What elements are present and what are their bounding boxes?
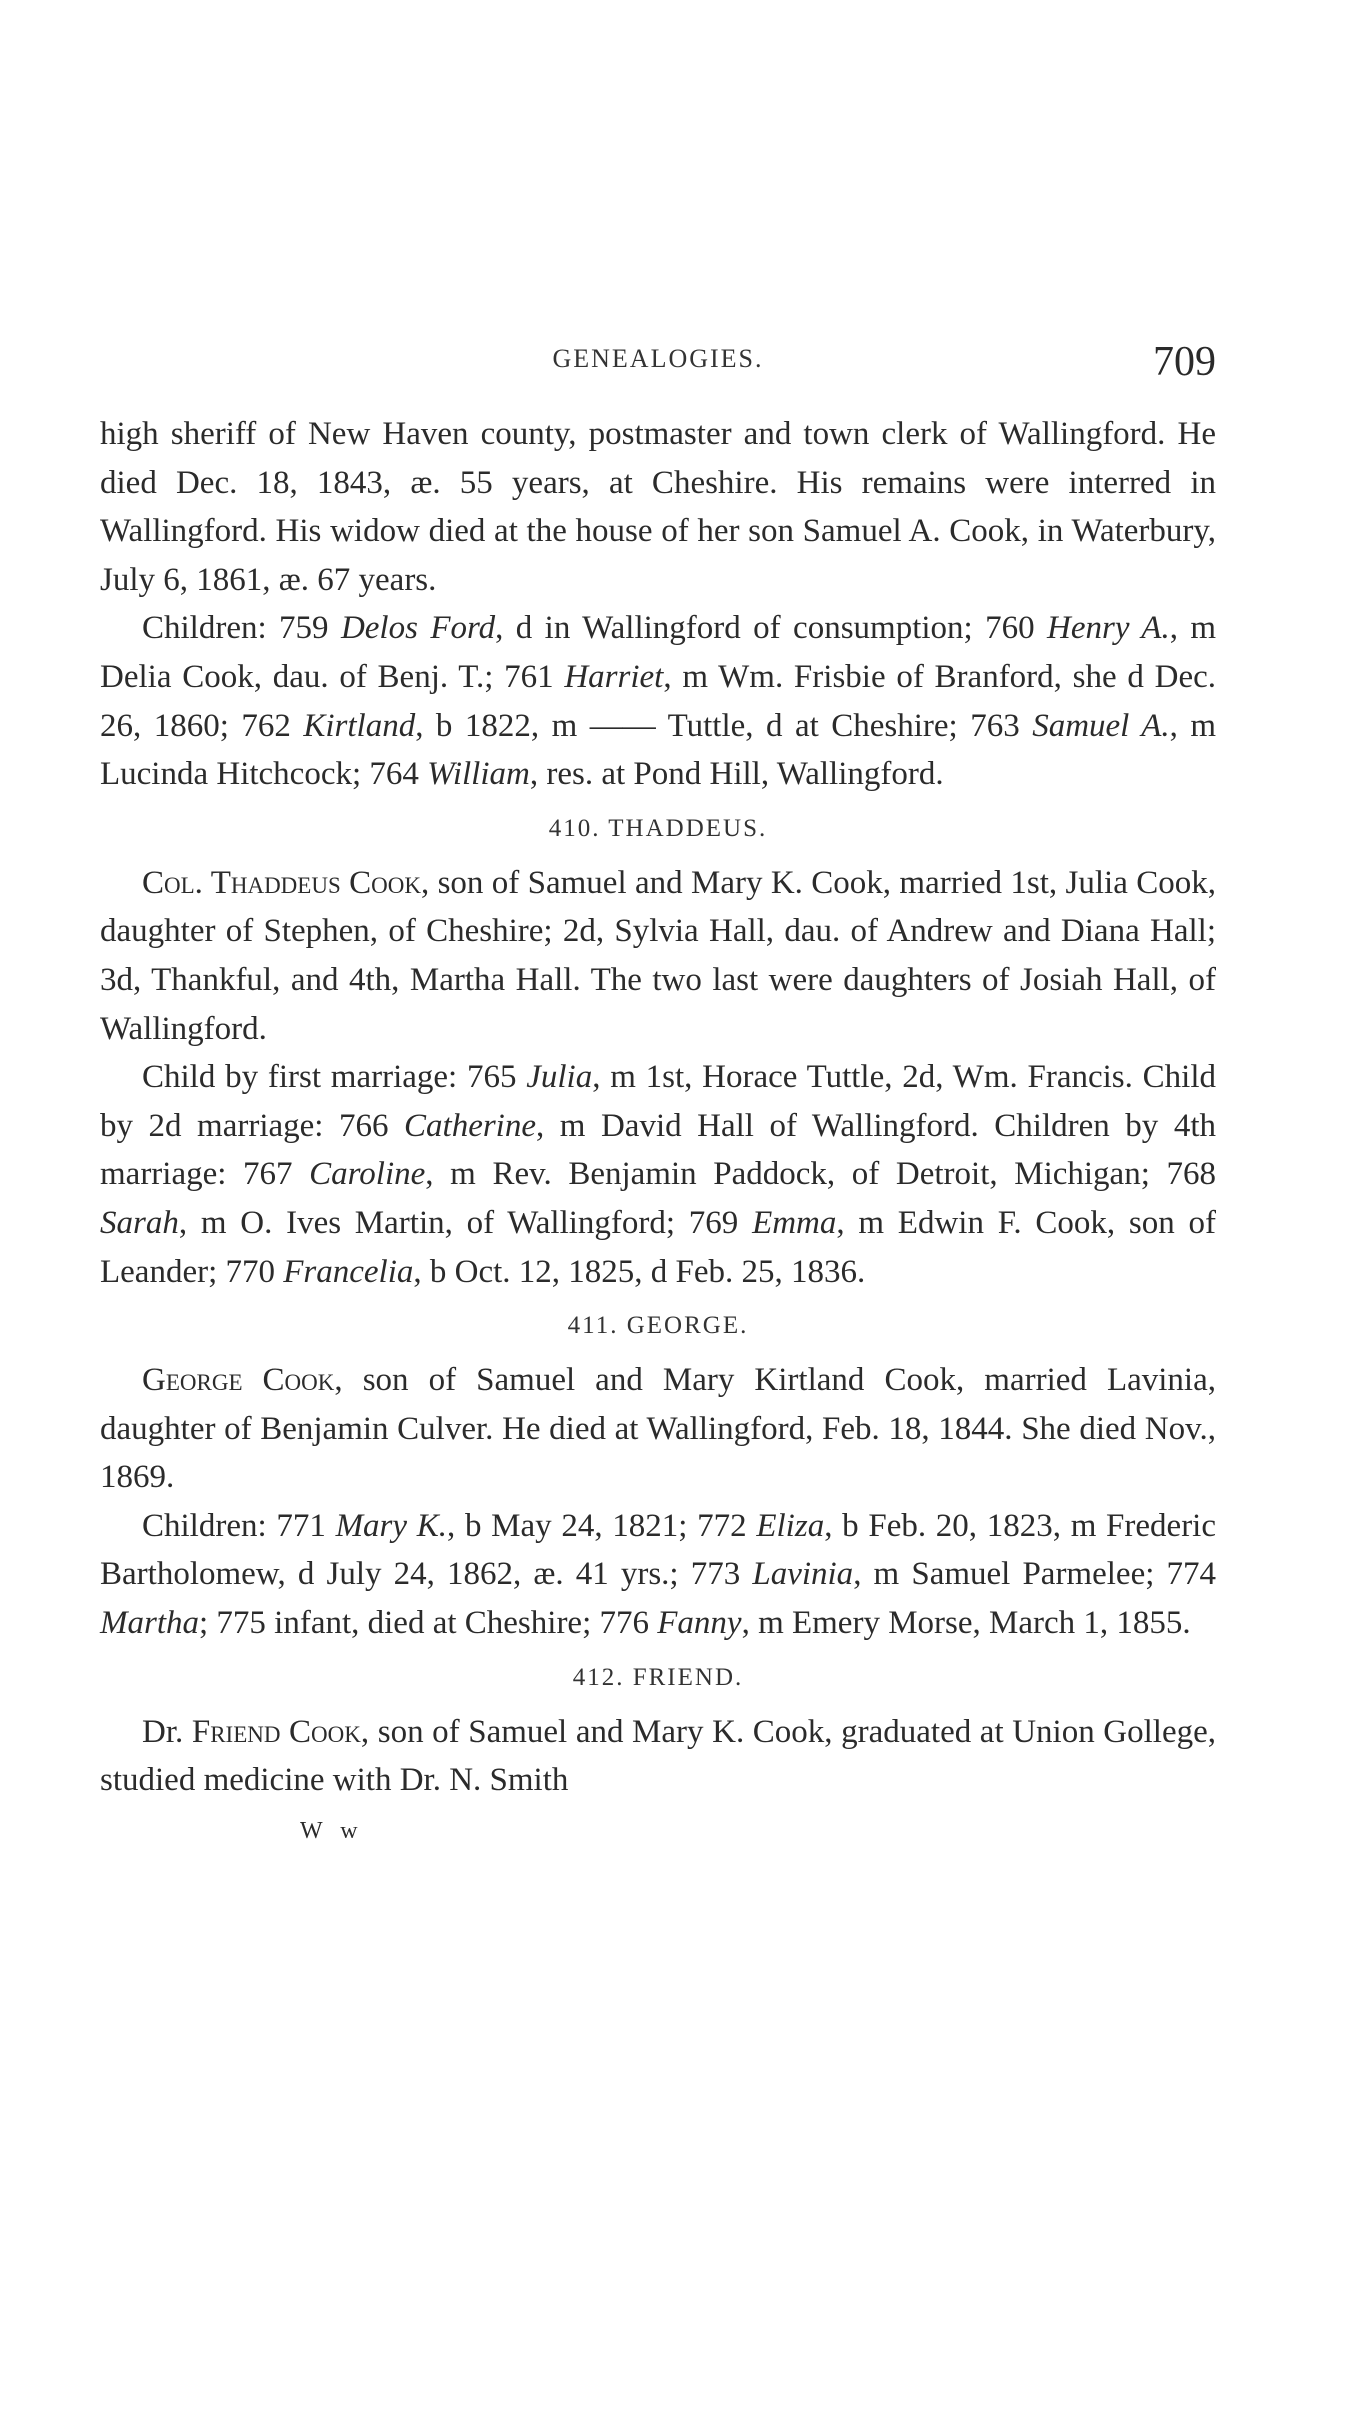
running-head: GENEALOGIES. bbox=[552, 344, 764, 373]
section-heading-412: 412. FRIEND. bbox=[572, 1663, 744, 1691]
paragraph-friend: Dr. Friend Cook, son of Samuel and Mary K. Cook, graduated at Union Gollege, studied medicine with Dr. N. Smith bbox=[100, 1713, 1217, 1799]
page-number: 709 bbox=[1153, 339, 1216, 385]
child-name: Caroline bbox=[309, 1156, 426, 1193]
child-name: Emma bbox=[752, 1204, 837, 1241]
paragraph-children-765: Child by first marriage: 765 Julia, m 1st, Horace Tuttle, 2d, Wm. Francis. Child by 2d marriage: 766 Catherine, m David Hall of Wallingford. Children by 4th marriage: 767 Caroline, m Rev. Benjamin Paddock, of Detroit, Michigan; 768 Sarah, m O. Ives Martin, of Wallingford; 769 Emma, m Edwin F. Cook, son of Leander; 770 Francelia, b Oct. 12, 1825, d Feb. 25, 1836. bbox=[100, 1059, 1216, 1290]
child-name: Mary K. bbox=[335, 1507, 447, 1544]
child-name: Eliza bbox=[756, 1507, 825, 1544]
paragraph-thaddeus: Col. Thaddeus Cook, son of Samuel and Mary K. Cook, married 1st, Julia Cook, daughter of Stephen, of Cheshire; 2d, Sylvia Hall, dau. of Andrew and Diana Hall; 3d, Thankful, and 4th, Martha Hall. The two last were daughters of Josiah Hall, of Wallingford. bbox=[100, 864, 1216, 1047]
child-name: Sarah bbox=[100, 1204, 179, 1241]
child-name: William bbox=[427, 756, 530, 793]
signature-mark: W w bbox=[300, 1817, 364, 1844]
body-text bbox=[100, 410, 1216, 1853]
child-name: Delos Ford bbox=[340, 610, 496, 647]
person-name: Friend Cook bbox=[191, 1713, 361, 1750]
child-name: Samuel A. bbox=[1032, 707, 1170, 744]
paragraph-children-771: Children: 771 Mary K., b May 24, 1821; 772 Eliza, b Feb. 20, 1823, m Frederic Bartholomew, d July 24, 1862, æ. 41 yrs.; 773 Lavinia, m Samuel Parmelee; 774 Martha; 775 infant, died at Cheshire; 776 Fanny, m Emery Morse, March 1, 1855. bbox=[100, 1507, 1217, 1642]
paragraph-george: George Cook, son of Samuel and Mary Kirtland Cook, married Lavinia, daughter of Benjamin Culver. He died at Wallingford, Feb. 18, 1844. She died Nov., 1869. bbox=[100, 1362, 1216, 1496]
page-header bbox=[100, 338, 1216, 398]
child-name: Fanny bbox=[657, 1605, 742, 1642]
child-name: Martha bbox=[100, 1605, 199, 1642]
section-heading-411: 411. GEORGE. bbox=[567, 1312, 749, 1340]
child-name: Lavinia bbox=[752, 1556, 854, 1593]
child-name: Catherine bbox=[404, 1107, 536, 1144]
child-name: Kirtland bbox=[303, 707, 416, 744]
paragraph-children-759: Children: 759 Delos Ford, d in Wallingford of consumption; 760 Henry A., m Delia Cook, dau. of Benj. T.; 761 Harriet, m Wm. Frisbie of Branford, she d Dec. 26, 1860; 762 Kirtland, b 1822, m —— Tuttle, d at Cheshire; 763 Samuel A., m Lucinda Hitchcock; 764 William, res. at Pond Hill, Wallingford. bbox=[100, 610, 1217, 793]
child-name: Francelia bbox=[283, 1253, 414, 1290]
person-name: George Cook bbox=[142, 1362, 335, 1399]
child-name: Harriet bbox=[564, 658, 664, 695]
paragraph-sheriff: high sheriff of New Haven county, postmaster and town clerk of Wallingford. He died Dec. 18, 1843, æ. 55 years, at Cheshire. His remains were interred in Wallingford. His widow died at the house of her son Samuel A. Cook, in Waterbury, July 6, 1861, æ. 67 years. bbox=[100, 416, 1216, 598]
child-name: Julia bbox=[526, 1059, 593, 1096]
child-name: Henry A. bbox=[1047, 610, 1170, 647]
person-name: Col. Thaddeus Cook bbox=[142, 864, 421, 901]
section-heading-410: 410. THADDEUS. bbox=[548, 814, 768, 842]
